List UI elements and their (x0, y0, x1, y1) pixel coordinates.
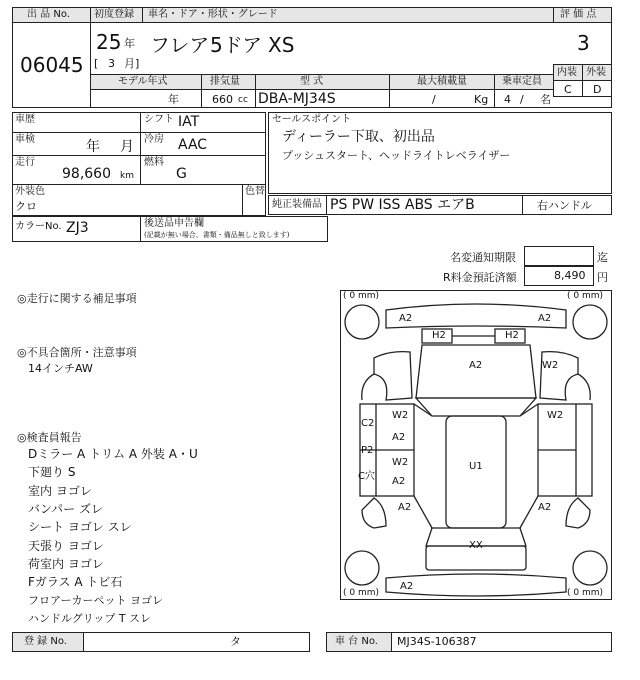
capacity-sep: / (520, 93, 524, 106)
name-change-unit: 迄 (597, 251, 608, 264)
recycle-unit: 円 (597, 271, 608, 284)
max-load-sep: / (432, 93, 436, 106)
mark-front-bumper-right: A2 (538, 313, 552, 324)
spec-divider-1 (201, 74, 202, 108)
tire-rear-right (573, 551, 607, 585)
inspector-line: 室内 ヨゴレ (28, 484, 92, 498)
mark-back-door: XX (469, 540, 483, 551)
type-value: DBA-MJ34S (258, 91, 336, 107)
tire-front-right (573, 305, 607, 339)
interior-score: C (564, 83, 572, 96)
mark-left-front-door-a2: A2 (392, 432, 406, 443)
spec-divider-3 (389, 74, 390, 108)
reg-month-unit: 月] (124, 57, 140, 70)
first-reg-label: 初度登録 (94, 9, 134, 20)
inspector-line: Dミラー A トリム A 外装 A・U (28, 447, 198, 461)
capacity-unit: 名 (540, 93, 551, 106)
interior-label: 内装 (557, 67, 577, 78)
inspection-month-unit: 月 (120, 139, 134, 155)
mileage-value: 98,660 (62, 166, 111, 182)
reg-month: 3 (108, 57, 115, 70)
color-change-divider (242, 184, 243, 216)
mark-headlight-right: H2 (505, 330, 519, 341)
ac-label: 冷房 (144, 134, 164, 145)
details-line-1 (12, 132, 266, 133)
displacement-label: 排気量 (210, 76, 240, 87)
defects-line: 14インチAW (28, 362, 93, 375)
name-change-box (524, 246, 594, 266)
inspector-line: Fガラス A トビ石 (28, 575, 123, 589)
fuel-value: G (176, 166, 187, 182)
shift-label: シフト (144, 114, 174, 125)
defects-label: ◎不具合箇所・注意事項 (17, 346, 137, 359)
reg-year-unit: 年 (124, 37, 135, 50)
color-row-divider (140, 216, 141, 242)
chassis-no: MJ34S-106387 (397, 635, 477, 648)
inspector-line: 下廻り S (28, 465, 76, 479)
spec-bottom-line (90, 107, 554, 108)
mark-left-rear-fender: A2 (398, 502, 412, 513)
name-change-label: 名変通知期限 (450, 251, 516, 264)
mark-right-front-fender: W2 (542, 360, 559, 371)
mark-left-rear-door-a2: A2 (392, 476, 406, 487)
right-front-fender (540, 352, 578, 400)
inspector-line: 荷室内 ヨゴレ (28, 557, 104, 571)
mark-c-hole: C穴 (358, 471, 375, 482)
mark-right-rear-fender: A2 (538, 502, 552, 513)
details-line-2 (12, 155, 266, 156)
post-report-note: (記載が無い場合、書類・備品無しと致します) (144, 231, 290, 239)
mark-right-door: W2 (547, 410, 564, 421)
equipment-values: PS PW ISS ABS エアB (330, 197, 475, 213)
lot-label: 出 品 No. (27, 9, 70, 20)
inspector-line: フロアーカーペット ヨゴレ (28, 594, 163, 607)
mark-p2: P2 (361, 445, 374, 456)
mark-front-bumper-left: A2 (399, 313, 413, 324)
shift-value: IAT (178, 114, 200, 130)
exterior-color-value: クロ (15, 200, 37, 213)
spec-divider-4 (494, 74, 495, 108)
mark-left-front-door: W2 (392, 410, 409, 421)
recycle-label: R料金預託済額 (443, 271, 517, 284)
car-doors: 5ドア (210, 33, 263, 57)
exterior-score: D (593, 83, 602, 96)
mark-rear-bumper: A2 (400, 581, 414, 592)
model-year-unit: 年 (168, 93, 179, 106)
equipment-label: 純正装備品 (272, 199, 322, 210)
tire-rear-left (345, 551, 379, 585)
details-mid-line (140, 112, 141, 184)
displacement-value: 660 (212, 93, 233, 106)
left-rear-fender (362, 498, 386, 528)
mileage-unit: km (120, 171, 134, 181)
fuel-label: 燃料 (144, 157, 164, 168)
hood (416, 345, 536, 398)
left-front-fender (374, 352, 412, 400)
inspector-line: シート ヨゴレ スレ (28, 520, 132, 534)
inspector-line: バンパー ズレ (28, 502, 103, 516)
score-label: 評 価 点 (560, 9, 597, 20)
reg-no-label: 登 録 No. (24, 636, 67, 647)
equipment-divider-1 (326, 195, 327, 215)
color-no-value: ZJ3 (66, 220, 89, 236)
ac-value: AAC (178, 137, 208, 153)
capacity-label: 乗車定員 (502, 76, 542, 87)
car-grade: XS (268, 33, 295, 57)
tire-label-tr: ( 0 mm) (567, 291, 604, 301)
displacement-unit: cc (238, 95, 248, 105)
lot-number: 06045 (20, 53, 84, 77)
inspector-line: ハンドルグリップ T スレ (28, 612, 152, 625)
mark-headlight-left: H2 (432, 330, 446, 341)
mark-left-rear-door: W2 (392, 457, 409, 468)
max-load-label: 最大積載量 (417, 76, 467, 87)
mark-roof: U1 (469, 461, 483, 472)
score-value: 3 (577, 31, 590, 55)
inspection-year-unit: 年 (86, 139, 100, 155)
car-name: フレア (150, 33, 210, 57)
chassis-label: 車 台 No. (335, 636, 378, 647)
driving-notes-label: ◎走行に関する補足事項 (17, 292, 137, 305)
color-change-label: 色替 (245, 186, 265, 197)
spec-divider-2 (255, 74, 256, 108)
sales-point-label: セールスポイント (272, 114, 352, 125)
windshield (416, 398, 536, 416)
type-label: 型 式 (300, 76, 324, 87)
recycle-value: 8,490 (554, 269, 586, 282)
max-load-unit: Kg (474, 93, 489, 106)
exterior-color-label: 外装色 (15, 186, 45, 197)
details-table (12, 112, 266, 216)
carname-label: 車名・ドア・形状・グレード (148, 9, 278, 20)
inspection-label: 車検 (15, 134, 35, 145)
tire-label-bl: ( 0 mm) (343, 588, 380, 598)
mark-c2: C2 (361, 418, 375, 429)
tire-label-tl: ( 0 mm) (343, 291, 380, 301)
right-rear-fender (566, 498, 590, 528)
sales-point-line-1: ディーラー下取、初出品 (282, 129, 435, 145)
tire-label-br: ( 0 mm) (567, 588, 604, 598)
details-line-3 (12, 184, 266, 185)
roof (446, 416, 506, 528)
capacity-value: 4 (504, 93, 511, 106)
post-report-label: 後送品申告欄 (144, 218, 204, 229)
exterior-label: 外装 (586, 67, 606, 78)
steering-value: 右ハンドル (537, 199, 592, 212)
mark-hood: A2 (469, 360, 483, 371)
reg-no-ta: タ (230, 635, 241, 648)
mileage-label: 走行 (15, 157, 35, 168)
reg-year: 25 (96, 30, 122, 54)
inspector-label: ◎検査員報告 (17, 431, 82, 444)
model-year-label: モデル年式 (118, 76, 168, 87)
history-label: 車歴 (15, 114, 35, 125)
inspector-line: 天張り ヨゴレ (28, 539, 104, 553)
color-no-label: カラーNo. (15, 221, 62, 232)
equipment-divider-2 (522, 195, 523, 215)
sales-point-line-2: プッシュスタート、ヘッドライトレベライザー (282, 149, 511, 162)
tire-front-left (345, 305, 379, 339)
reg-month-open: [ (94, 57, 99, 70)
car-outline (340, 290, 612, 600)
